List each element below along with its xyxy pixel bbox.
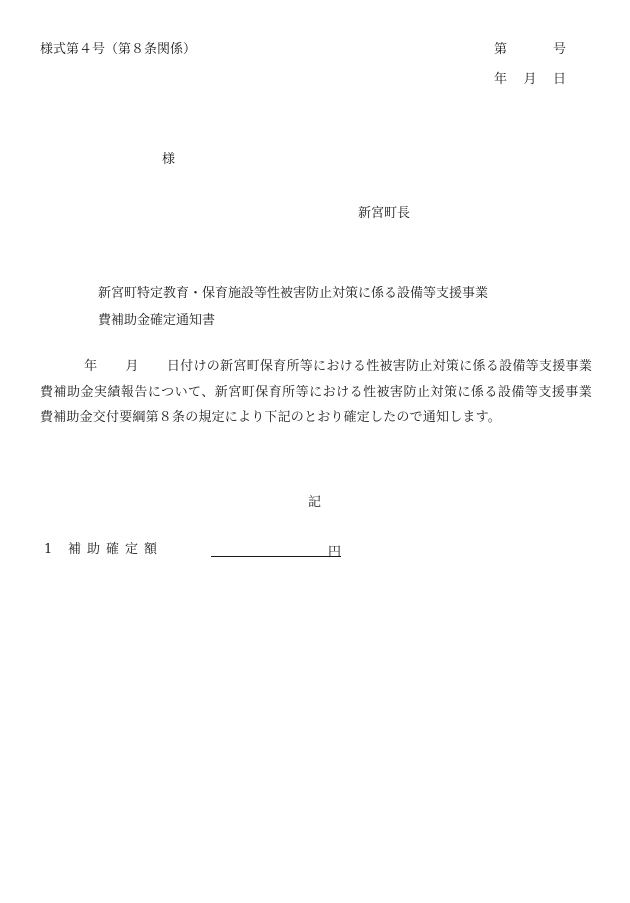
- doc-number-suffix: 号: [552, 42, 566, 57]
- item-label: 補助確定額: [68, 542, 164, 557]
- document-date: [494, 73, 566, 86]
- amount-field: [211, 541, 341, 560]
- ki-heading: 記: [308, 495, 322, 510]
- title-line-1: 新宮町特定教育・保育施設等性被害防止対策に係る設備等支援事業: [98, 286, 489, 301]
- date-month: 月: [523, 72, 537, 87]
- date-day: 日: [552, 72, 566, 87]
- doc-number-prefix: 第: [494, 42, 508, 57]
- body-month: 月: [125, 359, 139, 374]
- document-number: [494, 43, 566, 56]
- addressee-suffix: 様: [162, 152, 176, 167]
- title-line-2: 費補助金確定通知書: [98, 313, 216, 328]
- body-year: 年: [84, 359, 98, 374]
- body-paragraph: [40, 354, 592, 431]
- date-year: 年: [494, 72, 508, 87]
- amount-unit: 円: [327, 545, 341, 560]
- sender-name: 新宮町長: [358, 206, 411, 221]
- item-number: 1: [44, 542, 53, 557]
- form-id: 様式第４号（第８条関係）: [40, 42, 197, 57]
- body-text: 日付けの新宮町保育所等における性被害防止対策に係る設備等支援事業費補助金実績報告について、新宮町保育所等における性被害防止対策に係る設備等支援事業費補助金交付要綱第８条の規定により下記のとおり確定したので通知します。: [40, 359, 593, 425]
